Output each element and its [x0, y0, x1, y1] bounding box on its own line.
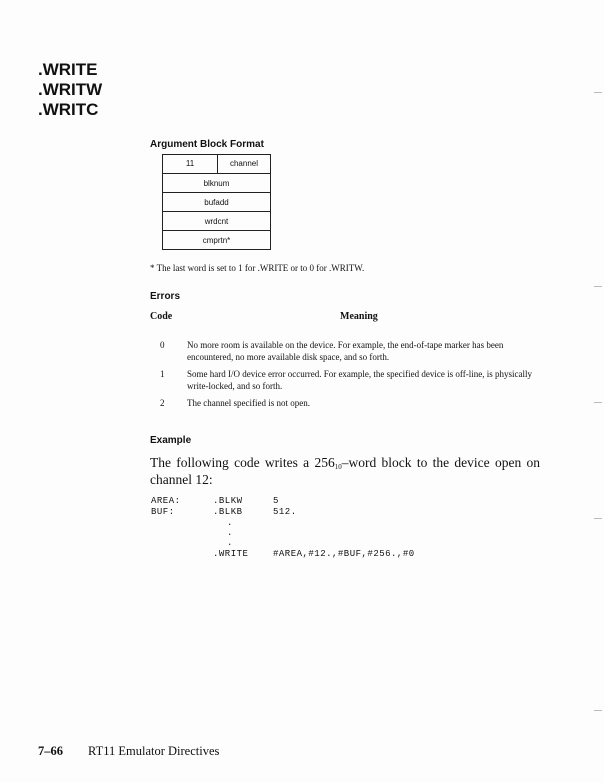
error-meaning: The channel specified is not open.	[187, 398, 310, 408]
margin-mark	[594, 518, 602, 519]
title-writc: .WRITC	[38, 100, 99, 119]
block-cell-blknum: blknum	[163, 174, 271, 193]
subscript: 10	[334, 463, 342, 471]
meaning-column-header: Meaning	[340, 311, 378, 322]
block-cell-wrdcnt: wrdcnt	[163, 212, 271, 231]
block-cell-code: 11	[163, 155, 218, 173]
margin-mark	[594, 286, 602, 287]
error-meaning: Some hard I/O device error occurred. For example, the specified device is off-line, is physically write-locked, and so forth.	[187, 369, 532, 391]
argument-block-table	[162, 154, 271, 250]
margin-mark	[594, 402, 602, 403]
code-arg: #AREA,#12.,#BUF,#256.,#0	[273, 549, 415, 559]
error-code: 2	[160, 398, 165, 408]
title-writw: .WRITW	[38, 80, 103, 99]
code-op: .BLKW	[213, 496, 243, 506]
example-heading: Example	[150, 435, 192, 446]
error-code: 0	[160, 340, 165, 350]
code-ellipsis: .	[227, 538, 233, 548]
footnote: * The last word is set to 1 for .WRITE or to 0 for .WRITW.	[150, 263, 365, 273]
code-column-header: Code	[150, 311, 173, 322]
code-ellipsis: .	[227, 528, 233, 538]
block-cell-channel: channel	[229, 159, 259, 168]
error-code: 1	[160, 369, 165, 379]
block-cell-cmprtn: cmprtn*	[163, 231, 271, 250]
error-meaning: No more room is available on the device. For example, the end-of-tape marker has been encountered, no more available disk space, and so forth.	[187, 340, 504, 362]
example-text: –word block to the device open on channel 12:	[150, 455, 541, 487]
arg-block-heading: Argument Block Format	[150, 139, 264, 150]
errors-heading: Errors	[150, 291, 181, 302]
margin-mark	[594, 92, 602, 93]
code-arg: 512.	[273, 507, 297, 517]
code-arg: 5	[273, 496, 279, 506]
example-text: The following code writes a 256	[150, 455, 335, 470]
code-ellipsis: .	[227, 518, 233, 528]
block-cell-bufadd: bufadd	[163, 193, 271, 212]
code-label: AREA:	[151, 496, 181, 506]
code-op: .BLKB	[213, 507, 243, 517]
page-number: 7–66	[38, 744, 63, 758]
example-paragraph	[150, 454, 540, 488]
margin-mark	[594, 710, 602, 711]
footer-title: RT11 Emulator Directives	[88, 744, 220, 758]
code-label: BUF:	[151, 507, 175, 517]
code-op: .WRITE	[213, 549, 249, 559]
title-write: .WRITE	[38, 60, 98, 79]
